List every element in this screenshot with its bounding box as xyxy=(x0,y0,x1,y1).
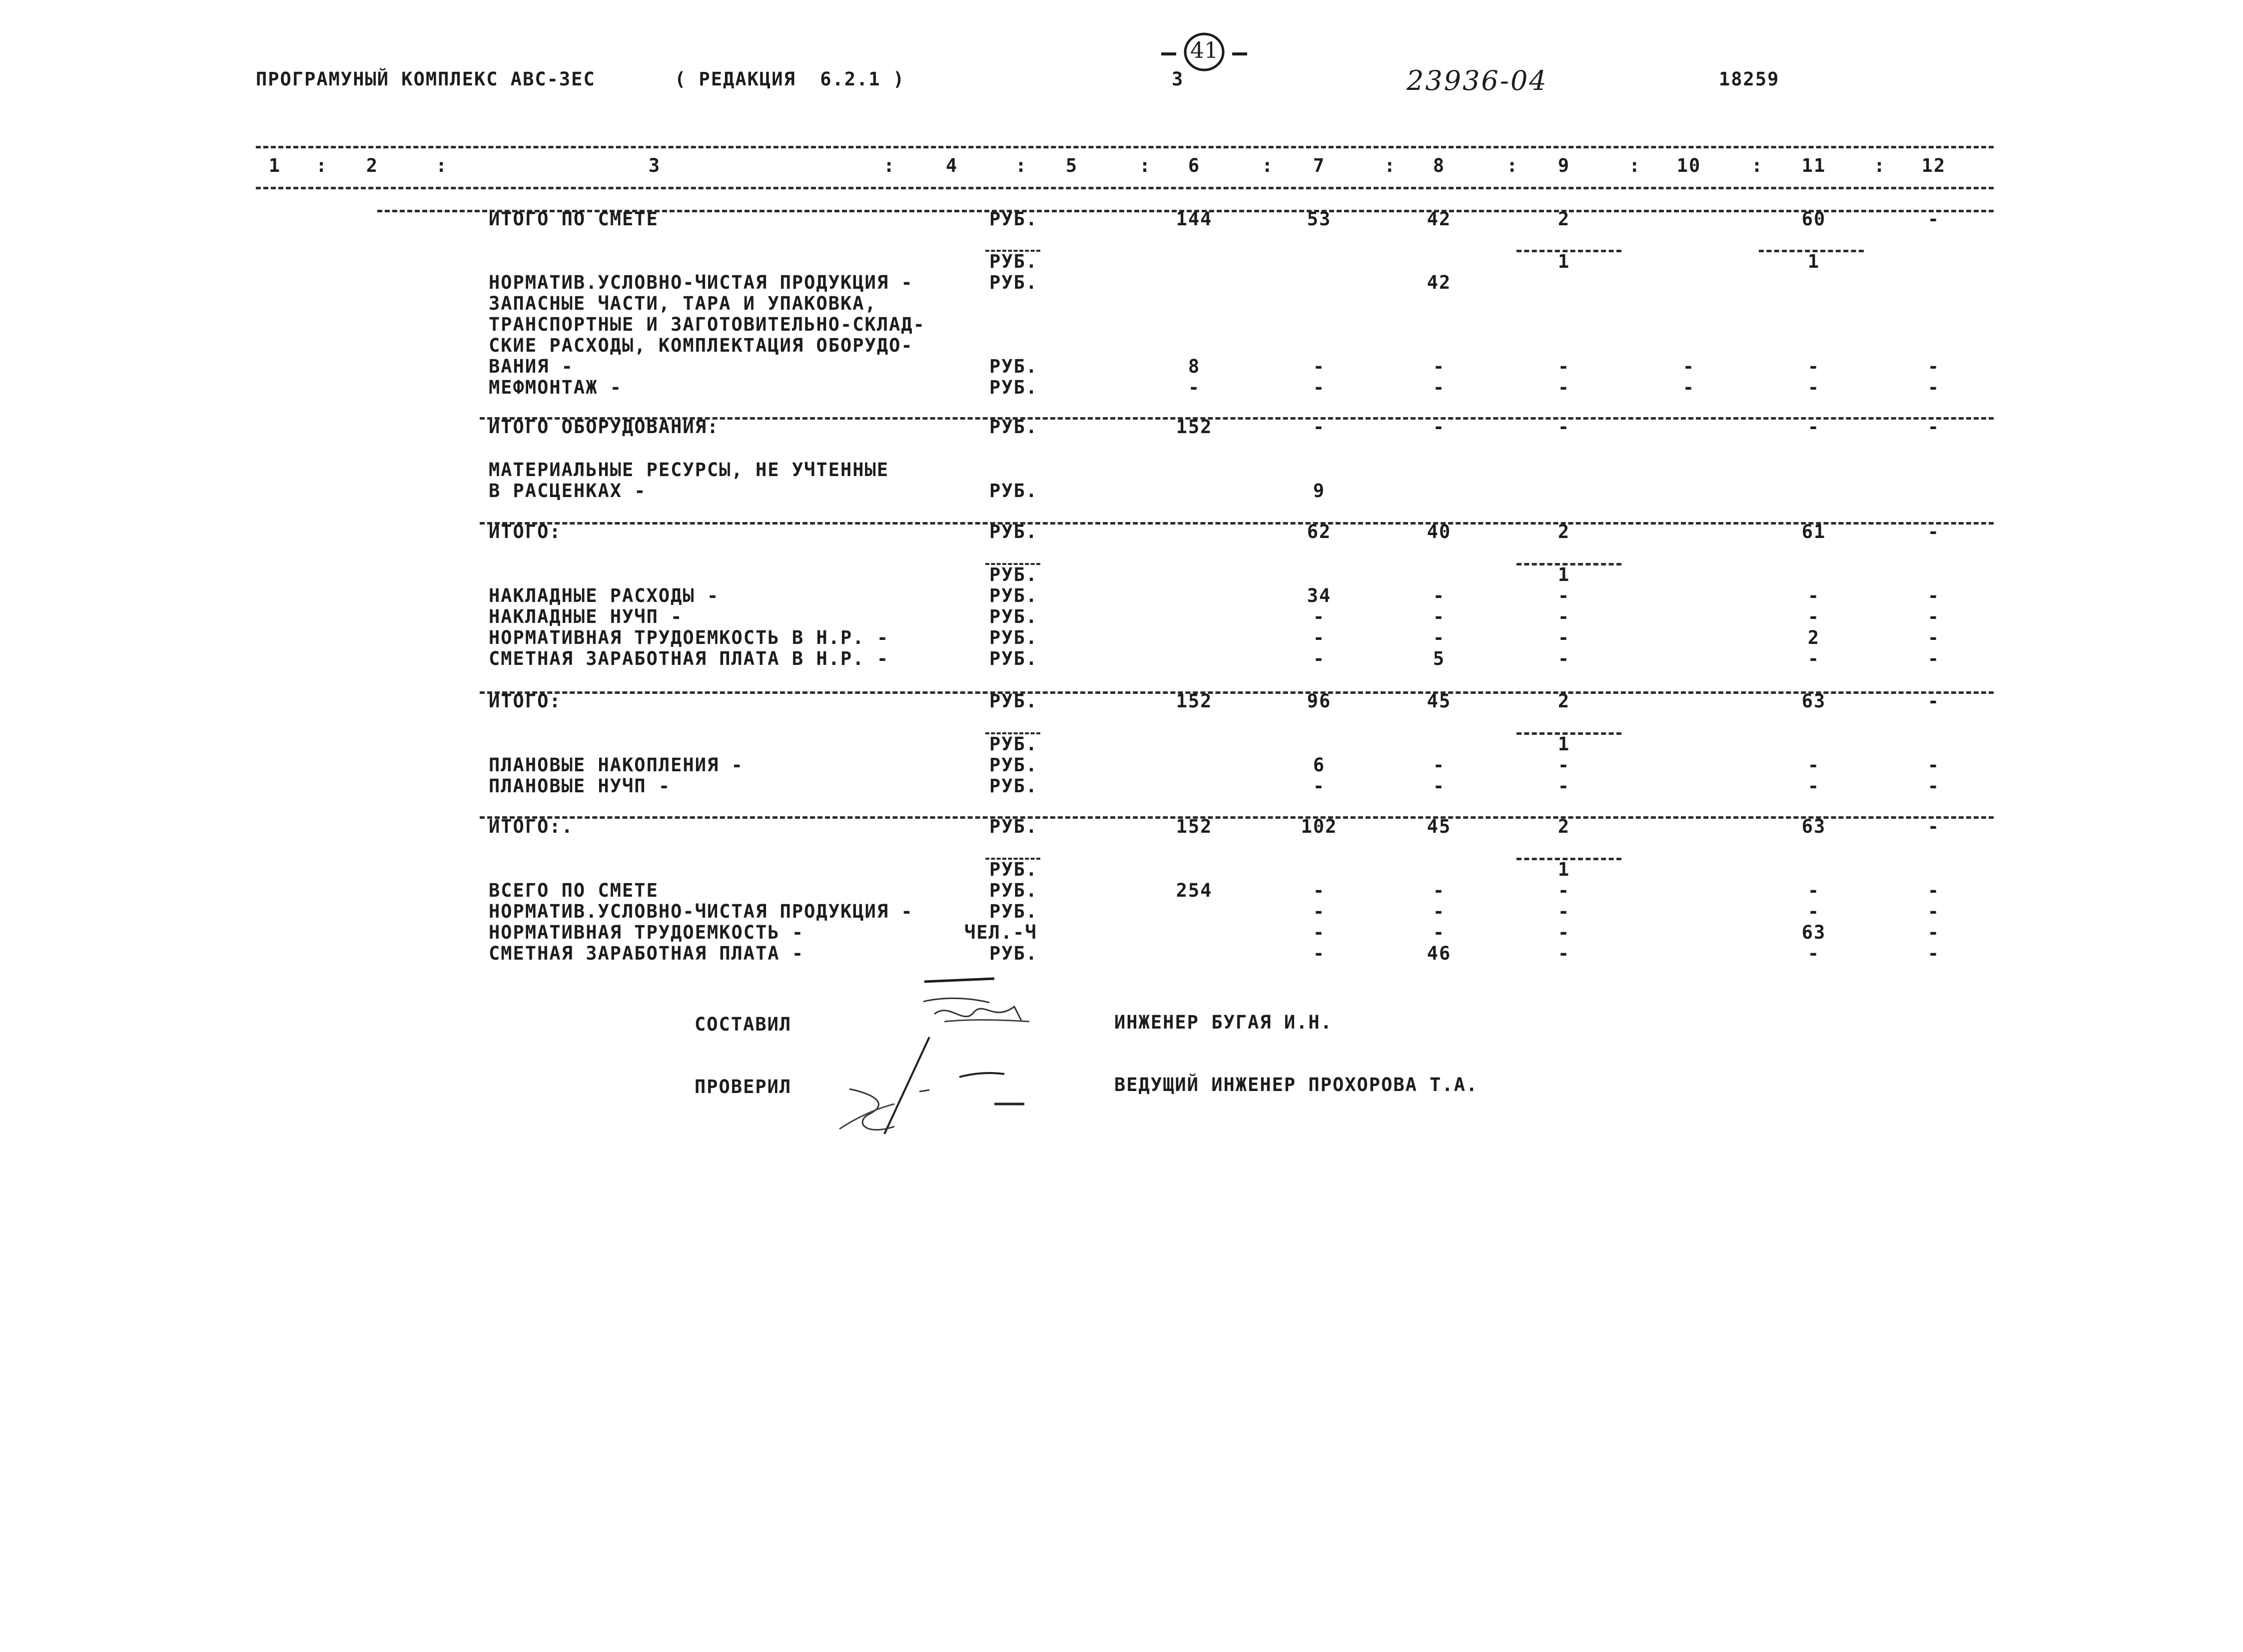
value-cell-col-12: - xyxy=(1927,816,1940,837)
row-label: ПЛАНОВЫЕ НУЧП - xyxy=(489,775,671,797)
unit-cell: РУБ. xyxy=(989,585,1038,606)
column-number-11: 11 xyxy=(1801,155,1826,176)
row-label: НОРМАТИВ.УСЛОВНО-ЧИСТАЯ ПРОДУКЦИЯ - xyxy=(489,901,913,922)
column-separator: : xyxy=(1139,155,1152,176)
unit-cell: РУБ. xyxy=(989,627,1038,648)
row-label: МЕФМОНТАЖ - xyxy=(489,377,623,398)
column-separator: : xyxy=(1751,155,1764,176)
checked-by-name: ВЕДУЩИЙ ИНЖЕНЕР ПРОХОРОВА Т.А. xyxy=(1114,1074,1479,1096)
value-cell-col-12: - xyxy=(1927,880,1940,901)
column-number-1: 1 xyxy=(268,155,281,176)
value-cell-col-7: - xyxy=(1313,356,1326,377)
unit-cell: РУБ. xyxy=(989,754,1038,776)
column-separator: : xyxy=(1629,155,1641,176)
value-cell-col-10: - xyxy=(1682,356,1695,377)
value-cell-col-8: - xyxy=(1433,377,1446,398)
value-cell-col-10: - xyxy=(1682,377,1695,398)
value-cell-col-8: - xyxy=(1433,416,1446,438)
column-number-9: 9 xyxy=(1557,155,1570,176)
value-cell-col-8: 45 xyxy=(1427,816,1452,837)
value-cell-col-12: - xyxy=(1927,627,1940,648)
column-separator: : xyxy=(1384,155,1397,176)
value-cell-col-8: 42 xyxy=(1427,208,1452,230)
value-cell-col-9: - xyxy=(1557,377,1570,398)
value-cell-col-9: - xyxy=(1557,627,1570,648)
value-cell-col-11: 61 xyxy=(1801,521,1826,543)
row-label: ИТОГО ПО СМЕТЕ xyxy=(489,208,659,230)
row-label: ИТОГО:. xyxy=(489,816,574,837)
value-cell-col-12: - xyxy=(1927,901,1940,922)
column-separator: : xyxy=(316,155,328,176)
section-rule xyxy=(480,816,1994,819)
value-cell-col-9: - xyxy=(1557,880,1570,901)
value-cell-col-7: 9 xyxy=(1313,480,1326,502)
edition-label: ( РЕДАКЦИЯ 6.2.1 ) xyxy=(675,68,905,90)
unit-cell: ЧЕЛ.-Ч xyxy=(964,922,1037,943)
value-cell-col-12: - xyxy=(1927,648,1940,669)
value-cell-col-11: - xyxy=(1807,356,1820,377)
signature-compiled xyxy=(914,972,1044,1042)
sheet-number: 3 xyxy=(1172,68,1184,90)
value-cell-col-6: 8 xyxy=(1188,356,1201,377)
column-separator: : xyxy=(1262,155,1274,176)
row-label: ИТОГО: xyxy=(489,521,562,543)
value-cell-col-11: 1 xyxy=(1807,251,1820,272)
unit-cell: РУБ. xyxy=(989,690,1038,712)
column-separator: : xyxy=(1874,155,1886,176)
value-cell-col-6: 152 xyxy=(1176,816,1213,837)
column-number-12: 12 xyxy=(1921,155,1946,176)
row-label: ВСЕГО ПО СМЕТЕ xyxy=(489,880,659,901)
value-cell-col-7: - xyxy=(1313,606,1326,627)
value-cell-col-9: 1 xyxy=(1557,251,1570,272)
row-label: ИТОГО ОБОРУДОВАНИЯ: xyxy=(489,416,720,438)
page-number: 41 xyxy=(1190,38,1218,63)
column-separator: : xyxy=(436,155,448,176)
value-cell-col-6: 144 xyxy=(1176,208,1213,230)
unit-cell: РУБ. xyxy=(989,606,1038,627)
value-cell-col-6: 152 xyxy=(1176,690,1213,712)
value-cell-col-8: 40 xyxy=(1427,521,1452,543)
value-cell-col-7: 6 xyxy=(1313,754,1326,776)
value-cell-col-8: 45 xyxy=(1427,690,1452,712)
value-cell-col-8: 42 xyxy=(1427,272,1452,293)
value-cell-col-8: 46 xyxy=(1427,943,1452,964)
value-cell-col-9: 1 xyxy=(1557,564,1570,585)
row-label: СМЕТНАЯ ЗАРАБОТНАЯ ПЛАТА - xyxy=(489,943,804,964)
value-cell-col-11: - xyxy=(1807,775,1820,797)
value-cell-col-11: - xyxy=(1807,606,1820,627)
column-number-4: 4 xyxy=(945,155,958,176)
value-cell-col-6: - xyxy=(1188,377,1201,398)
value-cell-col-11: 63 xyxy=(1801,922,1826,943)
value-cell-col-9: 2 xyxy=(1557,816,1570,837)
section-rule xyxy=(480,691,1994,694)
value-cell-col-12: - xyxy=(1927,585,1940,606)
column-number-5: 5 xyxy=(1065,155,1078,176)
value-cell-col-12: - xyxy=(1927,356,1940,377)
unit-cell: РУБ. xyxy=(989,775,1038,797)
document-number: 23936-04 xyxy=(1407,65,1548,96)
row-label: СКИЕ РАСХОДЫ, КОМПЛЕКТАЦИЯ ОБОРУДО- xyxy=(489,335,913,356)
row-label: ТРАНСПОРТНЫЕ И ЗАГОТОВИТЕЛЬНО-СКЛАД- xyxy=(489,314,925,335)
value-cell-col-12: - xyxy=(1927,521,1940,543)
row-label: НОРМАТИВНАЯ ТРУДОЕМКОСТЬ - xyxy=(489,922,804,943)
compiled-by-name: ИНЖЕНЕР БУГАЯ И.Н. xyxy=(1114,1012,1333,1033)
unit-cell: РУБ. xyxy=(989,733,1038,755)
value-cell-col-11: - xyxy=(1807,901,1820,922)
column-separator: : xyxy=(1506,155,1519,176)
row-label: ВАНИЯ - xyxy=(489,356,574,377)
header-rule-bottom xyxy=(256,187,1994,189)
signature-checked xyxy=(829,1034,1039,1144)
unit-cell: РУБ. xyxy=(989,943,1038,964)
value-cell-col-9: 2 xyxy=(1557,690,1570,712)
value-cell-col-9: 2 xyxy=(1557,208,1570,230)
row-label: В РАСЦЕНКАХ - xyxy=(489,480,647,502)
column-number-3: 3 xyxy=(648,155,661,176)
value-cell-col-11: - xyxy=(1807,880,1820,901)
value-cell-col-9: - xyxy=(1557,585,1570,606)
value-cell-col-12: - xyxy=(1927,416,1940,438)
value-cell-col-6: 254 xyxy=(1176,880,1213,901)
value-cell-col-7: - xyxy=(1313,416,1326,438)
unit-cell: РУБ. xyxy=(989,880,1038,901)
unit-cell: РУБ. xyxy=(989,251,1038,272)
unit-cell: РУБ. xyxy=(989,208,1038,230)
value-cell-col-7: 96 xyxy=(1307,690,1332,712)
value-cell-col-8: - xyxy=(1433,754,1446,776)
column-number-10: 10 xyxy=(1676,155,1701,176)
column-separator: : xyxy=(883,155,896,176)
value-cell-col-11: 2 xyxy=(1807,627,1820,648)
value-cell-col-7: - xyxy=(1313,922,1326,943)
value-cell-col-8: - xyxy=(1433,585,1446,606)
row-label: МАТЕРИАЛЬНЫЕ РЕСУРСЫ, НЕ УЧТЕННЫЕ xyxy=(489,459,889,481)
value-cell-col-7: 102 xyxy=(1301,816,1338,837)
value-cell-col-11: - xyxy=(1807,648,1820,669)
page-number-mark xyxy=(1159,30,1249,75)
value-cell-col-9: - xyxy=(1557,606,1570,627)
value-cell-col-7: - xyxy=(1313,880,1326,901)
unit-cell: РУБ. xyxy=(989,521,1038,543)
value-cell-col-9: - xyxy=(1557,943,1570,964)
value-cell-col-7: 62 xyxy=(1307,521,1332,543)
value-cell-col-8: - xyxy=(1433,775,1446,797)
unit-cell: РУБ. xyxy=(989,272,1038,293)
program-title: ПРОГРАМУНЫЙ КОМПЛЕКС АВС-3ЕС xyxy=(256,68,596,90)
section-rule xyxy=(480,522,1994,525)
value-cell-col-12: - xyxy=(1927,754,1940,776)
column-number-2: 2 xyxy=(366,155,379,176)
value-cell-col-12: - xyxy=(1927,943,1940,964)
value-cell-col-11: - xyxy=(1807,943,1820,964)
column-separator: : xyxy=(1015,155,1028,176)
row-label: НАКЛАДНЫЕ РАСХОДЫ - xyxy=(489,585,720,606)
value-cell-col-7: - xyxy=(1313,627,1326,648)
unit-cell: РУБ. xyxy=(989,816,1038,837)
row-label: НАКЛАДНЫЕ НУЧП - xyxy=(489,606,683,627)
unit-cell: РУБ. xyxy=(989,564,1038,585)
value-cell-col-9: - xyxy=(1557,754,1570,776)
value-cell-col-8: - xyxy=(1433,901,1446,922)
value-cell-col-11: 60 xyxy=(1801,208,1826,230)
value-cell-col-11: - xyxy=(1807,585,1820,606)
unit-cell: РУБ. xyxy=(989,377,1038,398)
value-cell-col-12: - xyxy=(1927,922,1940,943)
value-cell-col-12: - xyxy=(1927,606,1940,627)
unit-cell: РУБ. xyxy=(989,356,1038,377)
column-number-8: 8 xyxy=(1433,155,1446,176)
unit-cell: РУБ. xyxy=(989,480,1038,502)
row-label: НОРМАТИВНАЯ ТРУДОЕМКОСТЬ В Н.Р. - xyxy=(489,627,889,648)
value-cell-col-9: - xyxy=(1557,356,1570,377)
row-label: ПЛАНОВЫЕ НАКОПЛЕНИЯ - xyxy=(489,754,744,776)
value-cell-col-11: - xyxy=(1807,754,1820,776)
unit-cell: РУБ. xyxy=(989,859,1038,880)
value-cell-col-7: - xyxy=(1313,943,1326,964)
value-cell-col-9: 1 xyxy=(1557,733,1570,755)
row-label: НОРМАТИВ.УСЛОВНО-ЧИСТАЯ ПРОДУКЦИЯ - xyxy=(489,272,913,293)
row-label: СМЕТНАЯ ЗАРАБОТНАЯ ПЛАТА В Н.Р. - xyxy=(489,648,889,669)
value-cell-col-11: 63 xyxy=(1801,690,1826,712)
value-cell-col-12: - xyxy=(1927,690,1940,712)
value-cell-col-12: - xyxy=(1927,208,1940,230)
checked-by-label: ПРОВЕРИЛ xyxy=(695,1076,792,1098)
compiled-by-label: СОСТАВИЛ xyxy=(695,1014,792,1035)
value-cell-col-11: 63 xyxy=(1801,816,1826,837)
row-label: ЗАПАСНЫЕ ЧАСТИ, ТАРА И УПАКОВКА, xyxy=(489,293,877,314)
header-rule-top xyxy=(256,146,1994,148)
unit-cell: РУБ. xyxy=(989,901,1038,922)
value-cell-col-9: - xyxy=(1557,922,1570,943)
unit-cell: РУБ. xyxy=(989,648,1038,669)
value-cell-col-11: - xyxy=(1807,377,1820,398)
value-cell-col-7: - xyxy=(1313,775,1326,797)
value-cell-col-8: - xyxy=(1433,922,1446,943)
value-cell-col-8: - xyxy=(1433,880,1446,901)
value-cell-col-8: - xyxy=(1433,356,1446,377)
value-cell-col-7: - xyxy=(1313,648,1326,669)
value-cell-col-12: - xyxy=(1927,377,1940,398)
value-cell-col-7: 34 xyxy=(1307,585,1332,606)
value-cell-col-9: 2 xyxy=(1557,521,1570,543)
value-cell-col-9: 1 xyxy=(1557,859,1570,880)
value-cell-col-9: - xyxy=(1557,648,1570,669)
unit-cell: РУБ. xyxy=(989,416,1038,438)
value-cell-col-8: 5 xyxy=(1433,648,1446,669)
value-cell-col-7: - xyxy=(1313,377,1326,398)
code-number: 18259 xyxy=(1719,68,1780,90)
value-cell-col-12: - xyxy=(1927,775,1940,797)
value-cell-col-11: - xyxy=(1807,416,1820,438)
value-cell-col-7: 53 xyxy=(1307,208,1332,230)
value-cell-col-9: - xyxy=(1557,416,1570,438)
value-cell-col-6: 152 xyxy=(1176,416,1213,438)
row-label: ИТОГО: xyxy=(489,690,562,712)
value-cell-col-8: - xyxy=(1433,606,1446,627)
value-cell-col-9: - xyxy=(1557,775,1570,797)
value-cell-col-7: - xyxy=(1313,901,1326,922)
column-number-7: 7 xyxy=(1313,155,1326,176)
column-number-6: 6 xyxy=(1188,155,1201,176)
value-cell-col-8: - xyxy=(1433,627,1446,648)
value-cell-col-9: - xyxy=(1557,901,1570,922)
